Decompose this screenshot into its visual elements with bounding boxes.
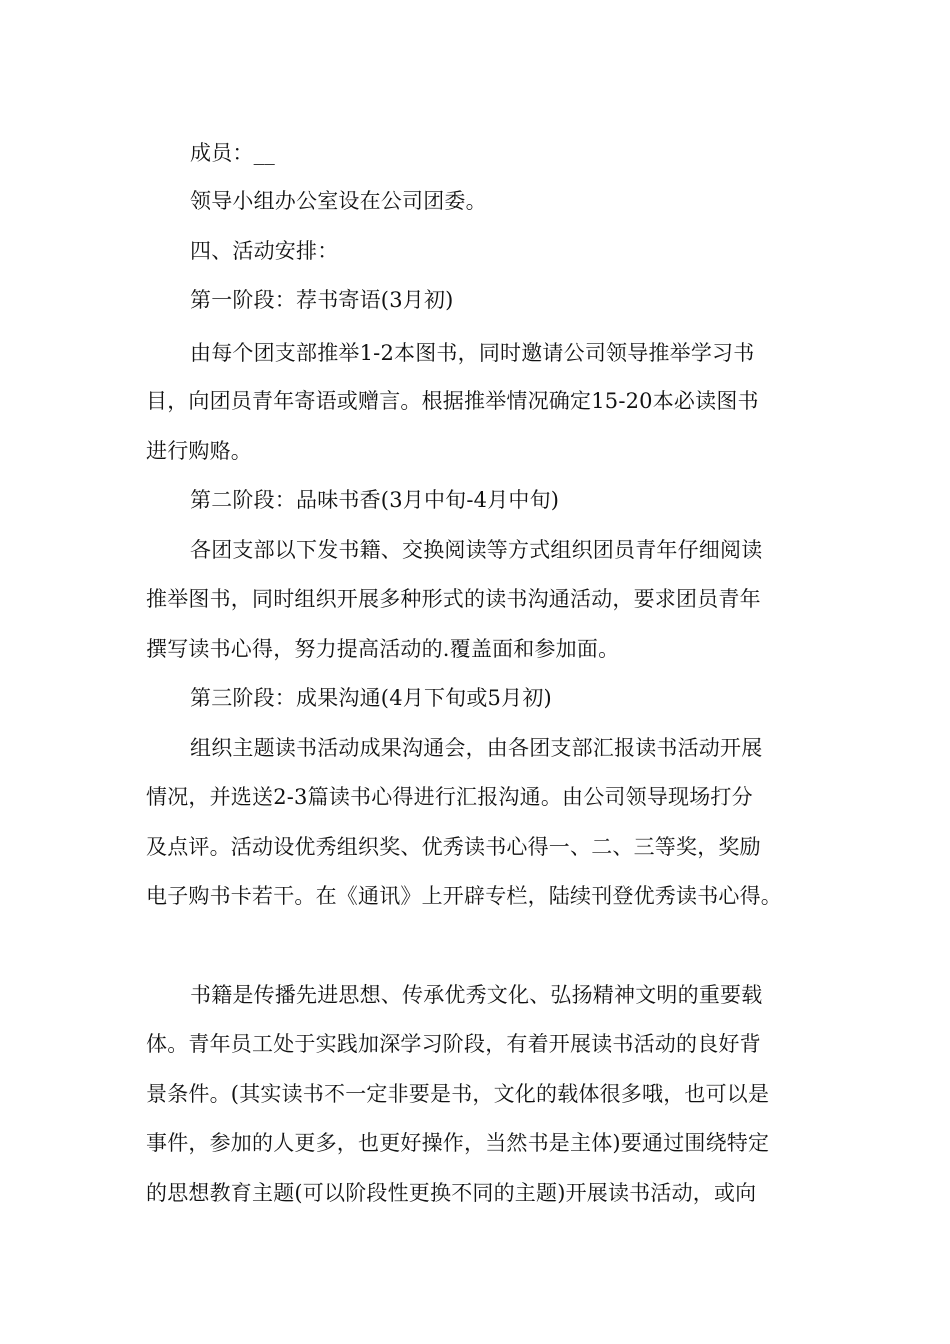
paragraph-line: 电子购书卡若干。在《通讯》上开辟专栏，陆续刊登优秀读书心得。 [146,884,782,908]
stage-heading: 第三阶段：成果沟通(4月下旬或5月初) [190,686,552,710]
paragraph-line: 各团支部以下发书籍、交换阅读等方式组织团员青年仔细阅读 [190,538,763,562]
paragraph-line: 体。青年员工处于实践加深学习阶段，有着开展读书活动的良好背 [146,1032,761,1056]
paragraph-line: 成员：__ [190,141,275,165]
paragraph-line: 目，向团员青年寄语或赠言。根据推举情况确定15-20本必读图书 [146,389,759,413]
section-heading: 四、活动安排： [190,239,339,263]
paragraph-line: 的思想教育主题(可以阶段性更换不同的主题)开展读书活动，或向 [146,1181,757,1205]
paragraph-line: 组织主题读书活动成果沟通会，由各团支部汇报读书活动开展 [190,736,763,760]
stage-heading: 第一阶段：荐书寄语(3月初) [190,288,454,312]
paragraph-line: 领导小组办公室设在公司团委。 [190,189,487,213]
paragraph-line: 推举图书，同时组织开展多种形式的读书沟通活动，要求团员青年 [146,587,761,611]
paragraph-line: 景条件。(其实读书不一定非要是书，文化的载体很多哦，也可以是 [146,1082,770,1106]
paragraph-line: 情况，并选送2-3篇读书心得进行汇报沟通。由公司领导现场打分 [146,785,753,809]
paragraph-line: 及点评。活动设优秀组织奖、优秀读书心得一、二、三等奖，奖励 [146,835,761,859]
stage-heading: 第二阶段：品味书香(3月中旬-4月中旬) [190,488,560,512]
paragraph-line: 由每个团支部推举1-2本图书，同时邀请公司领导推举学习书 [190,341,755,365]
paragraph-line: 书籍是传播先进思想、传承优秀文化、弘扬精神文明的重要载 [190,983,763,1007]
paragraph-line: 撰写读书心得，努力提高活动的.覆盖面和参加面。 [146,637,620,661]
paragraph-line: 进行购赂。 [146,439,252,463]
paragraph-line: 事件，参加的人更多，也更好操作，当然书是主体)要通过围绕特定 [146,1131,770,1155]
